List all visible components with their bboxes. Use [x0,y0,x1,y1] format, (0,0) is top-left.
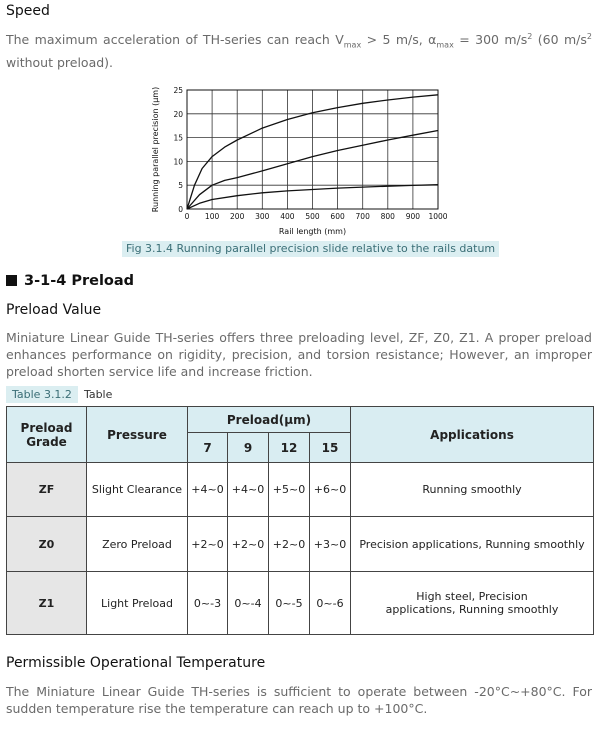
x-tick-label: 500 [305,212,320,221]
header-preload-grade: Preload Grade [7,407,87,463]
speed-paragraph: The maximum acceleration of TH-series can reach $V_{max} > 5$ m/s, $\alpha_{max} = 300$ $m/s^2$ (60 $m/s^2$ without preload). [6,32,592,70]
x-tick-label: 1000 [428,212,448,221]
value-cell: +2~0 [269,517,310,572]
header-size-9: 9 [228,433,269,463]
value-cell: 0~-4 [228,572,269,635]
header-applications: Applications [351,407,594,463]
y-tick-label: 25 [173,86,183,95]
grade-cell: ZF [7,463,87,517]
precision-chart [140,82,460,242]
x-tick-label: 200 [230,212,245,221]
preload-paragraph: Miniature Linear Guide TH-series offers three preloading level, ZF, Z0, Z1. A proper preload enhances performance on rigidity, precision, and torsion resistance; However, an improper preload shorten service life and increase friction. [6,330,592,379]
x-tick-label: 0 [184,212,190,221]
value-cell: 0~-3 [188,572,228,635]
header-size-15: 15 [310,433,351,463]
x-tick-label: 100 [204,212,220,221]
x-tick-label: 900 [405,212,421,221]
temperature-heading: Permissible Operational Temperature [6,655,266,671]
pressure-cell: Slight Clearance [87,463,188,517]
pressure-cell: Zero Preload [87,517,188,572]
header-size-7: 7 [188,433,228,463]
value-cell: +5~0 [269,463,310,517]
value-cell: +4~0 [228,463,269,517]
value-cell: +3~0 [310,517,351,572]
preload-value-heading: Preload Value [6,302,102,318]
header-pressure: Pressure [87,407,188,463]
application-cell: Running smoothly [351,463,594,517]
value-cell: +2~0 [188,517,228,572]
x-axis-label: Rail length (mm) [278,227,347,236]
y-tick-label: 10 [173,157,183,167]
header-preload-um: Preload(μm) [188,407,351,433]
figure-caption: Fig 3.1.4 Running parallel precision slide relative to the rails datum [122,241,499,257]
table-caption: Table 3.1.2 Table [6,386,112,403]
value-cell: +6~0 [310,463,351,517]
x-tick-label: 700 [355,212,370,221]
x-tick-label: 300 [255,212,270,221]
header-size-12: 12 [269,433,310,463]
preload-table [6,406,594,635]
value-cell: 0~-5 [269,572,310,635]
grade-cell: Z0 [7,517,87,572]
y-tick-label: 0 [178,205,183,214]
x-tick-label: 800 [380,212,395,221]
application-cell: Precision applications, Running smoothly [351,517,594,572]
application-cell: High steel, Precision applications, Running smoothly [351,572,594,635]
y-tick-label: 20 [173,109,183,119]
value-cell: 0~-6 [310,572,351,635]
grade-cell: Z1 [7,572,87,635]
value-cell: +4~0 [188,463,228,517]
x-tick-label: 600 [330,212,345,221]
section-marker [6,275,17,286]
temperature-paragraph: The Miniature Linear Guide TH-series is sufficient to operate between -20°C~+80°C. For sudden temperature rise the temperature can reach up to +100°C. [6,684,592,716]
y-tick-label: 15 [173,133,183,143]
section-title: 3-1-4 Preload [6,273,134,289]
speed-heading: Speed [6,3,50,19]
pressure-cell: Light Preload [87,572,188,635]
y-axis-label: Running parallel precision (μm) [151,86,160,213]
value-cell: +2~0 [228,517,269,572]
y-tick-label: 5 [178,181,183,191]
table-row [7,572,594,635]
table-row [7,517,594,572]
table-row [7,463,594,517]
x-tick-label: 400 [280,212,295,221]
